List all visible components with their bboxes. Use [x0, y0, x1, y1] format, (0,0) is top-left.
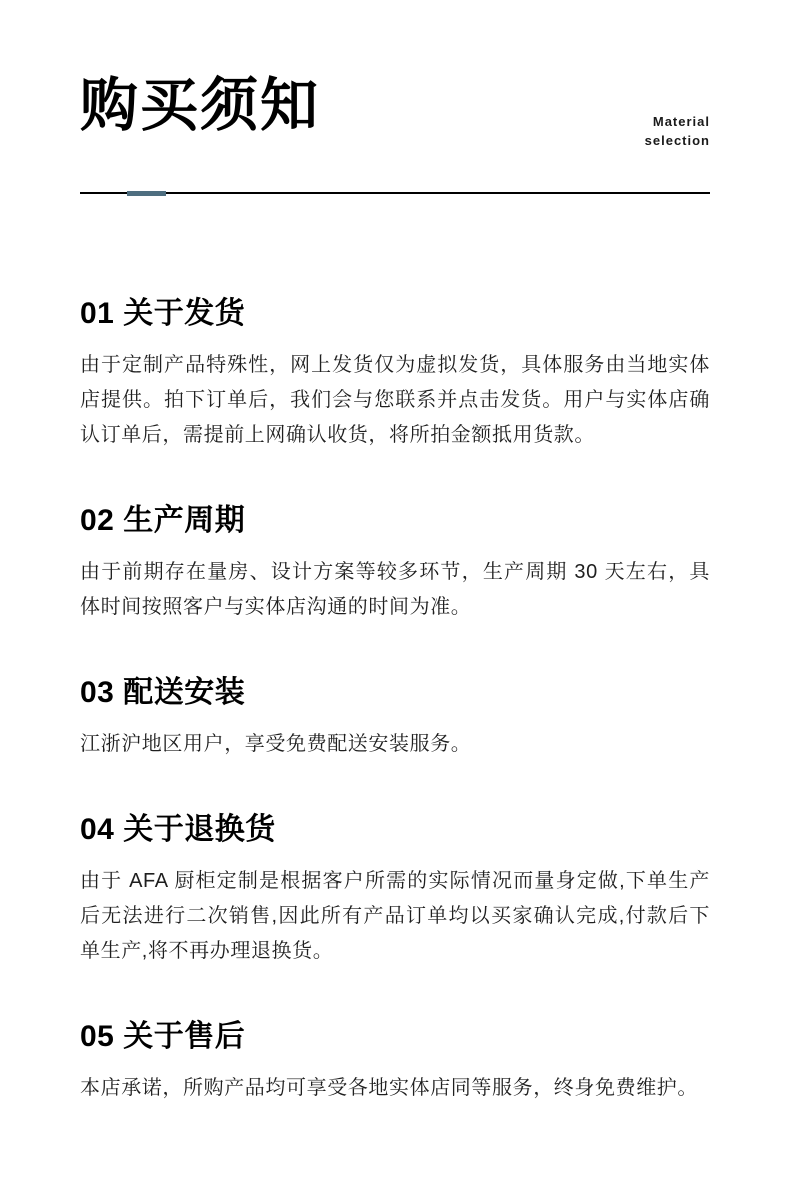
section-after-sales: [80, 1019, 710, 1106]
section-shipping: [80, 296, 710, 453]
section-shipping-body: 由于定制产品特殊性，网上发货仅为虚拟发货，具体服务由当地实体店提供。拍下订单后，我们会与您联系并点击发货。用户与实体店确认订单后，需提前上网确认收货，将所拍金额抵用货款。: [80, 354, 710, 446]
section-after-sales-body: 本店承诺，所购产品均可享受各地实体店同等服务，终身免费维护。: [80, 1077, 698, 1099]
material-selection-line1: Material: [652, 114, 710, 129]
section-production-cycle: [80, 503, 710, 625]
section-shipping-heading: 01 关于发货: [80, 297, 246, 330]
section-returns-body: 由于 AFA 厨柜定制是根据客户所需的实际情况而量身定做,下单生产后无法进行二次销售,因此所有产品订单均以买家确认完成,付款后下单生产,将不再办理退换货。: [80, 870, 710, 962]
section-delivery-installation-body: 江浙沪地区用户，享受免费配送安装服务。: [80, 733, 472, 755]
sections-list: [80, 296, 710, 1106]
section-production-cycle-body: 由于前期存在量房、设计方案等较多环节，生产周期 30 天左右，具体时间按照客户与实体店沟通的时间为准。: [80, 561, 710, 618]
page-header: [80, 0, 710, 194]
divider-accent-segment: [127, 191, 166, 196]
section-delivery-installation: [80, 675, 710, 762]
material-selection-line2: selection: [644, 132, 710, 148]
section-returns-heading: 04 关于退换货: [80, 813, 276, 846]
material-selection-label: [645, 113, 710, 151]
section-after-sales-heading: 05 关于售后: [80, 1020, 246, 1053]
page-title: 购买须知: [80, 73, 321, 138]
content-column: [80, 0, 710, 1106]
header-divider-line: [80, 192, 710, 194]
section-delivery-installation-heading: 03 配送安装: [80, 676, 246, 709]
section-production-cycle-heading: 02 生产周期: [80, 504, 246, 537]
section-returns: [80, 812, 710, 969]
